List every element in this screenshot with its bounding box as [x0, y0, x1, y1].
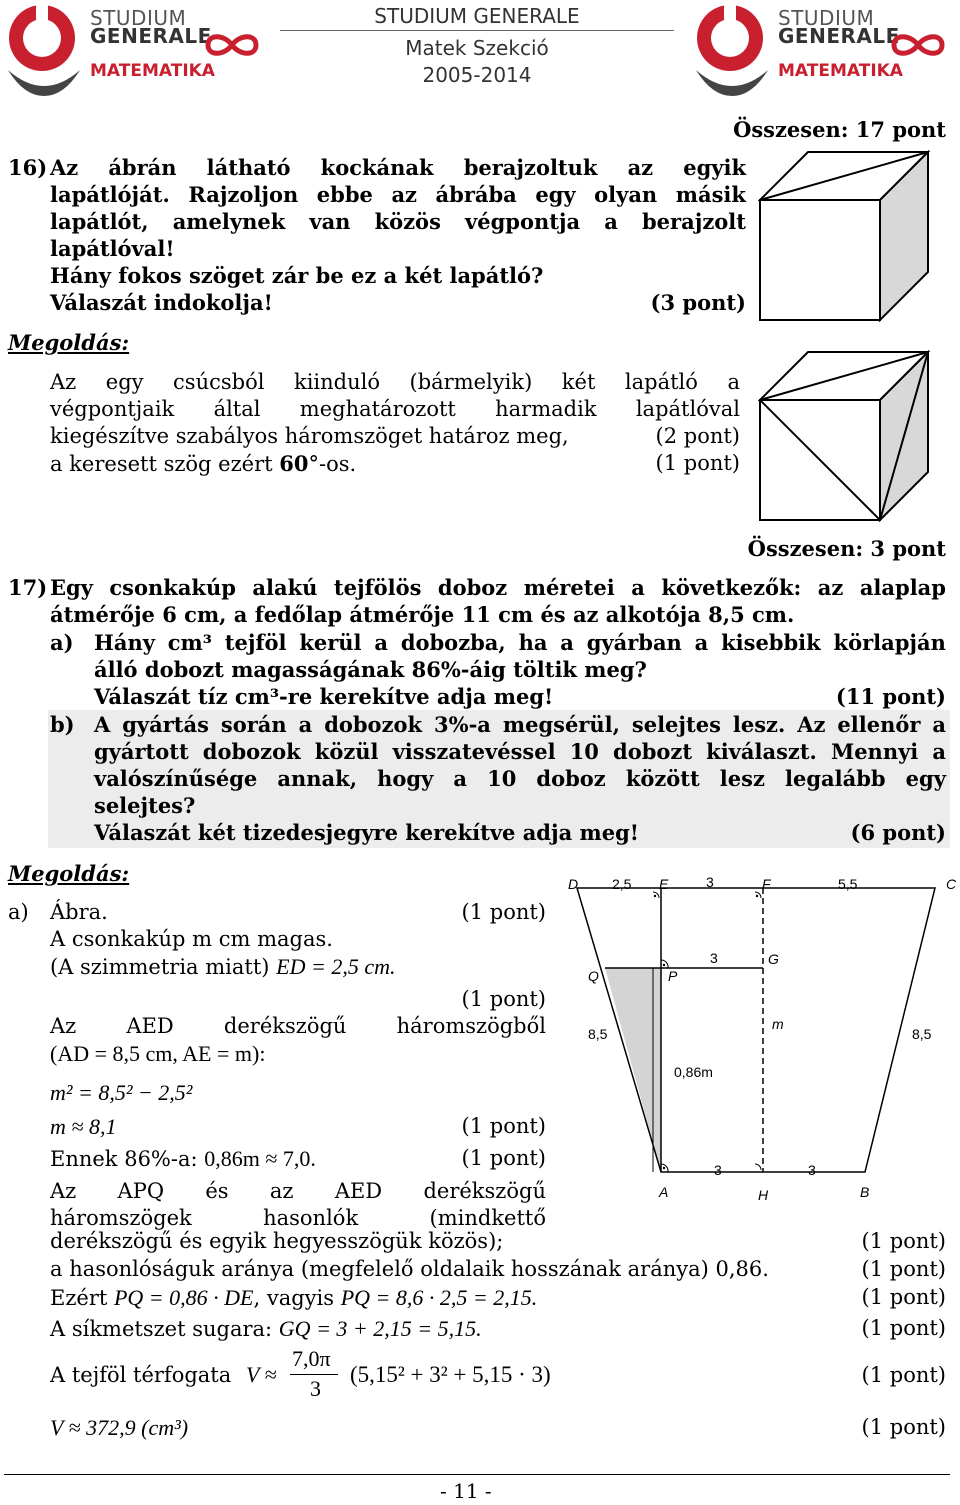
page-number: - 11 -: [440, 1479, 492, 1503]
fig-label-3-bottom-left: 3: [714, 1162, 722, 1178]
p17-b-line1: A gyártás során a dobozok 3%-a megsérül, selejtes lesz. Az ellenőr a: [94, 712, 946, 737]
fig-label-G: G: [768, 951, 779, 967]
p17-intro-line1: Egy csonkakúp alakú tejfölös doboz méretei a következők: az alaplap: [50, 575, 946, 600]
p16-s-line3: [50, 423, 740, 450]
fig-label-3-mid: 3: [710, 950, 718, 966]
volume-result-value: V ≈ 372,9 (cm³): [50, 1415, 189, 1440]
p16-q-line2: lapátlóját. Rajzoljon ebbe az ábrába egy olyan másik: [50, 182, 746, 207]
p16-s-line1: Az egy csúcsból kiinduló (bármelyik) két lapátló a: [50, 370, 740, 394]
p16-total: Összesen: 17 pont: [733, 117, 946, 142]
frustum-figure: [555, 868, 960, 1208]
p17-sol-full: [50, 1228, 946, 1347]
sol-line14: A síkmetszet sugara: GQ = 3 + 2,15 = 5,15. (1 pont): [50, 1316, 946, 1341]
fig-label-85-left: 8,5: [588, 1026, 608, 1042]
p16-q6-text: Válaszát indokolja!: [50, 290, 273, 315]
volume-result-points: (1 pont): [861, 1415, 946, 1439]
fig-label-A: A: [659, 1184, 669, 1200]
sol-line6: m² = 8,5² − 2,5²: [50, 1080, 193, 1105]
p17-a-line2: álló dobozt magasságának 86%-áig töltik meg?: [94, 657, 647, 682]
p16-q-line5: Hány fokos szöget zár be ez a két lapátló?: [50, 263, 544, 288]
fig-label-E: E: [659, 876, 669, 892]
sol-line1: Ábra. (1 pont): [50, 900, 546, 924]
p16-q-line4: lapátlóval!: [50, 236, 175, 261]
sol-line2: A csonkakúp m cm magas.: [50, 927, 333, 951]
footer-rule: [4, 1474, 950, 1475]
header-years: 2005-2014: [422, 63, 532, 87]
p16-s3-text: kiegészítve szabályos háromszöget határoz meg,: [50, 424, 569, 448]
logo-line1: STUDIUM: [90, 6, 187, 30]
sol-line5: (AD = 8,5 cm, AE = m):: [50, 1041, 266, 1066]
p16-q6-points: (3 pont): [650, 290, 746, 315]
p16-s-line2: végpontjaik által meghatározott harmadik lapátlóval: [50, 397, 740, 421]
logo-line3: MATEMATIKA: [778, 61, 903, 81]
p17-a3-points: (11 pont): [835, 684, 946, 709]
fig-label-H: H: [758, 1187, 769, 1203]
p16-megoldas: Megoldás:: [8, 330, 130, 355]
sol-line10: háromszögek hasonlók (mindkettő: [50, 1206, 546, 1230]
logo-line3: MATEMATIKA: [90, 61, 215, 81]
logo-line1: STUDIUM: [778, 6, 875, 30]
p16-solution: [50, 369, 740, 478]
p16-s3-points: (2 pont): [655, 424, 740, 448]
p17-b5-text: Válaszát két tizedesjegyre kerekítve adja meg!: [94, 820, 639, 845]
p17-b-line3: valószínűsége annak, hogy a 10 doboz között lesz legalább egy: [94, 766, 946, 791]
header-subtitle: Matek Szekció: [405, 36, 549, 60]
fig-label-m: m: [772, 1016, 784, 1032]
p16-q-line6: [50, 289, 746, 316]
p17-sol-left: [50, 899, 546, 1232]
p17-a-line3: [94, 683, 946, 710]
volume-v: V ≈: [246, 1362, 277, 1387]
p17-b-label: b): [50, 712, 75, 737]
volume-frac-den: 3: [310, 1376, 321, 1401]
volume-label: A tejföl térfogata: [50, 1363, 232, 1387]
sol-line8: Ennek 86%-a: 0,86m ≈ 7,0. (1 pont): [50, 1146, 546, 1171]
p16-q-line1: Az ábrán látható kockának berajzoltuk az egyik: [50, 155, 746, 180]
p17-b-line5: [94, 819, 946, 846]
sol-line13: Ezért PQ = 0,86 · DE, vagyis PQ = 8,6 · 2,5 = 2,15. (1 pont): [50, 1285, 946, 1310]
logo-line2: GENERALE: [778, 24, 900, 48]
fig-label-086m: 0,86m: [674, 1064, 713, 1080]
fig-label-55: 5,5: [838, 876, 858, 892]
fig-label-Q: Q: [588, 968, 599, 984]
p16-s-line4: [50, 450, 740, 478]
p16-s4-points: (1 pont): [655, 451, 740, 475]
p17-b-line2: gyártott dobozok közül visszatevéssel 10 dobozt kiválaszt. Mennyi a: [94, 739, 946, 764]
left-logo: [4, 0, 274, 100]
infinity-icon: [202, 32, 262, 58]
p17-a3-text: Válaszát tíz cm³-re kerekítve adja meg!: [94, 684, 554, 709]
header-center: [280, 4, 674, 89]
p17-total: Összesen: 3 pont: [747, 536, 946, 561]
sol-line3: (A szimmetria miatt) ED = 2,5 cm.: [50, 954, 396, 979]
header-title: STUDIUM GENERALE: [374, 4, 580, 28]
sol-line4: Az AED derékszögű háromszögből: [50, 1014, 546, 1038]
fig-label-B: B: [860, 1184, 870, 1200]
p17-number: 17): [8, 575, 48, 600]
cube-figure-bottom: [758, 350, 934, 526]
fig-label-D: D: [568, 876, 579, 892]
p17-b5-points: (6 pont): [850, 820, 946, 845]
p17-b-line4: selejtes?: [94, 793, 196, 818]
volume-frac-bar: [290, 1374, 338, 1375]
p17-a-question: [94, 629, 946, 710]
sol-line7: m ≈ 8,1 (1 pont): [50, 1114, 546, 1139]
infinity-icon: [888, 32, 948, 58]
logo-emblem-icon: [692, 0, 772, 98]
p17-b-question: [94, 711, 946, 846]
p16-question: [50, 154, 746, 316]
sol-line11: derékszögű és egyik hegyesszögük közös); (1 pont): [50, 1229, 946, 1253]
sol-line9: Az APQ és az AED derékszögű: [50, 1179, 546, 1203]
header-rule: [280, 30, 674, 31]
fig-label-3-top: 3: [706, 874, 714, 890]
volume-formula: [50, 1346, 946, 1402]
volume-frac-num: 7,0π: [292, 1346, 331, 1371]
fig-label-85-right: 8,5: [912, 1026, 932, 1042]
p17-a-line1: Hány cm³ tejföl kerül a dobozba, ha a gyárban a kisebbik körlapján: [94, 630, 946, 655]
p17-a-label: a): [50, 630, 74, 655]
sol-line12: a hasonlóságuk aránya (megfelelő oldalaik hosszának aránya) 0,86. (1 pont): [50, 1257, 946, 1281]
cube-figure-top: [758, 150, 934, 326]
p16-number: 16): [8, 155, 48, 180]
fig-label-C: C: [946, 876, 957, 892]
fig-label-F: F: [762, 876, 771, 892]
fig-label-P: P: [668, 968, 678, 984]
fig-label-25: 2,5: [612, 876, 632, 892]
volume-bracket: (5,15² + 3² + 5,15 · 3): [350, 1362, 551, 1387]
p17-intro: [50, 574, 946, 628]
p17-intro-line2: átmérője 6 cm, a fedőlap átmérője 11 cm és az alkotója 8,5 cm.: [50, 602, 795, 627]
p17-sol-a-label: a): [8, 900, 29, 924]
right-logo: [692, 0, 957, 100]
logo-line2: GENERALE: [90, 24, 212, 48]
volume-points: (1 pont): [861, 1363, 946, 1387]
p17-megoldas: Megoldás:: [8, 861, 130, 886]
fig-label-3-bottom-right: 3: [808, 1162, 816, 1178]
p16-q-line3: lapátlót, amelynek van közös végpontja a berajzolt: [50, 209, 746, 234]
sol-line3-points: (1 pont): [461, 987, 546, 1011]
logo-emblem-icon: [4, 0, 84, 98]
p16-s4-text: a keresett szög ezért 60°-os.: [50, 451, 357, 476]
volume-result: [50, 1414, 946, 1441]
